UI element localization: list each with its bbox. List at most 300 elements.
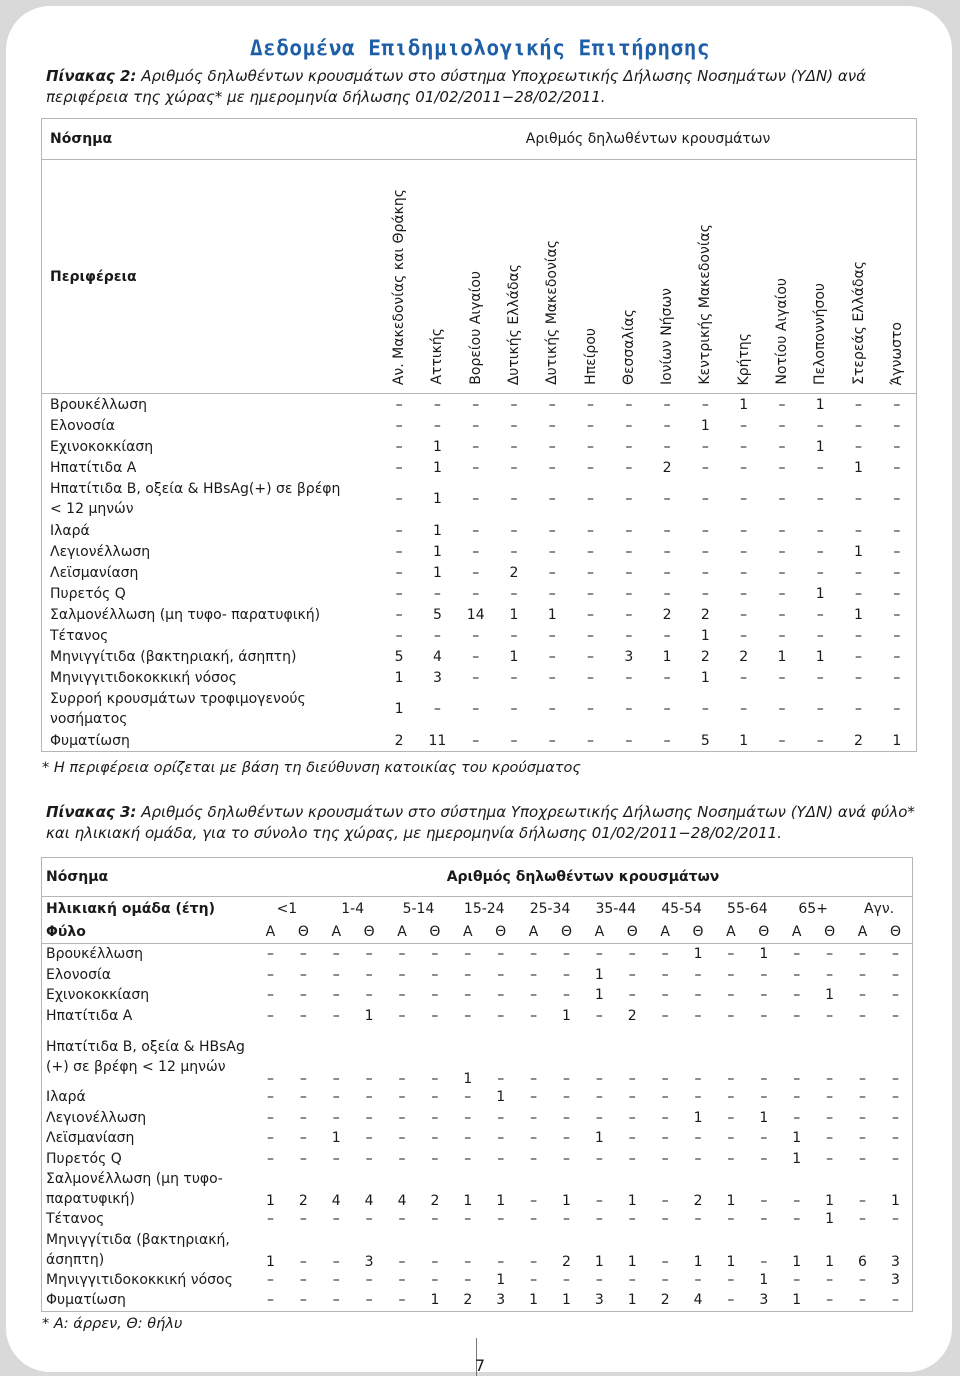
case-count: – [365, 1292, 373, 1309]
case-count: – [472, 648, 480, 665]
case-count: – [891, 1109, 899, 1126]
table2-region-header [686, 160, 724, 394]
case-count: – [266, 987, 274, 1004]
case-count: 1 [627, 1193, 637, 1209]
case-count: – [740, 491, 748, 507]
case-count: – [893, 564, 901, 581]
case-count: – [816, 564, 824, 581]
case-count: – [628, 1211, 636, 1228]
case-count: – [587, 627, 595, 644]
case-count: – [365, 1211, 373, 1228]
case-count: – [625, 459, 633, 476]
case-count: – [299, 1109, 307, 1126]
case-count: – [332, 1211, 340, 1228]
case-count: – [464, 1253, 472, 1270]
case-count: – [332, 987, 340, 1004]
case-count: – [858, 966, 866, 983]
case-count: 1 [496, 1271, 506, 1288]
case-count: – [398, 1109, 406, 1126]
case-count: 1 [394, 669, 404, 686]
case-count: – [727, 1292, 735, 1309]
case-count: – [332, 1271, 340, 1288]
region-label-wrap [878, 160, 916, 393]
case-count: – [266, 1130, 274, 1147]
case-count: – [893, 606, 901, 623]
case-count: – [595, 1193, 603, 1209]
case-count: – [625, 585, 633, 602]
case-count: 1 [547, 606, 557, 623]
table-row [42, 583, 916, 604]
case-count: – [497, 966, 505, 983]
case-count: – [891, 1292, 899, 1309]
case-count: – [625, 543, 633, 560]
case-count: – [858, 1193, 866, 1209]
case-count: 1 [662, 648, 672, 665]
table2-regions [42, 119, 916, 751]
case-count: – [740, 564, 748, 581]
case-count: – [433, 396, 441, 413]
case-count: – [433, 701, 441, 717]
case-count: – [858, 987, 866, 1004]
case-count: – [472, 491, 480, 507]
case-count: – [625, 417, 633, 434]
disease-name: Βρουκέλλωση [46, 946, 144, 963]
table3-head-disease: Νόσημα [42, 858, 254, 897]
case-count: – [548, 627, 556, 644]
sex-header: Θ [879, 921, 912, 944]
case-count: – [332, 1071, 340, 1087]
case-count: – [661, 966, 669, 983]
case-count: – [595, 1089, 603, 1106]
case-count: – [332, 1109, 340, 1126]
case-count: – [365, 1109, 373, 1126]
case-count: 1 [892, 732, 902, 749]
case-count: – [663, 585, 671, 602]
case-count: 2 [627, 1007, 637, 1024]
case-count: – [530, 1071, 538, 1087]
case-count: – [701, 585, 709, 602]
case-count: 1 [496, 1193, 506, 1209]
case-count: – [497, 1150, 505, 1167]
case-count: 4 [397, 1193, 407, 1209]
table-row [42, 944, 912, 965]
case-count: 1 [364, 1007, 374, 1024]
case-count: – [663, 701, 671, 717]
case-count: – [365, 1271, 373, 1288]
case-count: 1 [739, 396, 749, 413]
case-count: – [530, 1211, 538, 1228]
case-count: – [855, 701, 863, 717]
age-group-header: 25-34 [529, 901, 571, 917]
case-count: 1 [792, 1253, 802, 1270]
case-count: – [464, 1007, 472, 1024]
case-count: – [510, 627, 518, 644]
case-count: – [701, 564, 709, 581]
case-count: – [497, 1071, 505, 1087]
case-count: – [497, 987, 505, 1004]
case-count: – [587, 522, 595, 539]
age-group-header: 65+ [798, 901, 828, 917]
case-count: – [548, 669, 556, 686]
case-count: – [628, 1130, 636, 1147]
case-count: – [472, 669, 480, 686]
case-count: – [826, 1071, 834, 1087]
case-count: – [548, 459, 556, 476]
case-count: 1 [509, 648, 519, 665]
case-count: – [587, 701, 595, 717]
case-count: 1 [627, 1292, 637, 1309]
case-count: – [826, 1089, 834, 1106]
case-count: – [858, 1292, 866, 1309]
case-count: – [332, 1150, 340, 1167]
table2-caption [46, 66, 926, 108]
case-count: – [663, 627, 671, 644]
case-count: – [661, 1007, 669, 1024]
table2-region-header [878, 160, 916, 394]
case-count: – [510, 732, 518, 749]
case-count: – [855, 396, 863, 413]
case-count: – [562, 1150, 570, 1167]
case-count: – [816, 459, 824, 476]
case-count: – [891, 1130, 899, 1147]
case-count: – [398, 1292, 406, 1309]
table2-head-region: Περιφέρεια [42, 160, 380, 394]
case-count: – [464, 987, 472, 1004]
disease-name: Σαλμονέλλωση (μη τυφο- παρατυφική) [50, 606, 321, 623]
table-row [42, 730, 916, 751]
region-label-wrap [457, 160, 495, 393]
case-count: – [858, 1109, 866, 1126]
case-count: – [530, 1089, 538, 1106]
case-count: – [562, 1109, 570, 1126]
table-row [42, 562, 916, 583]
table3-age-sex [42, 858, 912, 1311]
disease-name: Μηνιγγιτιδοκοκκική νόσος [46, 1271, 233, 1288]
case-count: – [395, 438, 403, 455]
case-count: – [855, 585, 863, 602]
case-count: – [760, 1211, 768, 1228]
region-label-wrap [839, 160, 877, 393]
case-count: – [793, 946, 801, 963]
case-count: – [595, 1007, 603, 1024]
case-count: – [398, 1089, 406, 1106]
case-count: – [587, 564, 595, 581]
table-row [42, 604, 916, 625]
table-row [42, 1128, 912, 1149]
case-count: 1 [726, 1253, 736, 1270]
case-count: – [299, 1253, 307, 1270]
case-count: 1 [394, 701, 404, 717]
table3-head-age: Ηλικιακή ομάδα (έτη) [46, 901, 215, 917]
region-label: Κρήτης [735, 332, 752, 385]
case-count: 1 [825, 1211, 835, 1228]
case-count: – [562, 946, 570, 963]
case-count: – [727, 1089, 735, 1106]
case-count: – [816, 627, 824, 644]
case-count: – [891, 1150, 899, 1167]
case-count: – [587, 438, 595, 455]
case-count: – [893, 627, 901, 644]
table-row [42, 1290, 912, 1311]
region-label: Αν. Μακεδονίας και Θράκης [391, 188, 408, 385]
table-row [42, 1006, 912, 1027]
case-count: – [727, 966, 735, 983]
case-count: – [548, 564, 556, 581]
case-count: – [855, 627, 863, 644]
sex-header: Α [714, 921, 747, 944]
disease-name: Ελονοσία [50, 417, 115, 434]
case-count: 1 [463, 1193, 473, 1209]
case-count: – [893, 522, 901, 539]
age-group-header: <1 [276, 901, 298, 917]
case-count: – [628, 1071, 636, 1087]
case-count: – [395, 585, 403, 602]
case-count: – [661, 987, 669, 1004]
case-count: 1 [854, 459, 863, 476]
case-count: – [893, 459, 901, 476]
case-count: – [793, 1089, 801, 1106]
region-label: Θεσσαλίας [620, 308, 637, 385]
case-count: – [395, 627, 403, 644]
case-count: – [855, 438, 863, 455]
case-count: – [760, 966, 768, 983]
case-count: – [472, 522, 480, 539]
case-count: – [433, 627, 441, 644]
region-label-wrap [380, 160, 418, 393]
table2-region-header [418, 160, 456, 394]
case-count: 4 [364, 1193, 374, 1209]
case-count: – [893, 701, 901, 717]
case-count: – [395, 522, 403, 539]
case-count: – [816, 732, 824, 749]
disease-name: Τέτανος [46, 1211, 105, 1228]
case-count: – [701, 543, 709, 560]
table2-region-header [457, 160, 495, 394]
case-count: – [398, 1253, 406, 1270]
case-count: – [595, 1271, 603, 1288]
case-count: – [625, 491, 633, 507]
region-label-wrap [725, 160, 763, 393]
case-count: – [395, 396, 403, 413]
case-count: – [464, 1089, 472, 1106]
case-count: – [398, 1211, 406, 1228]
case-count: 1 [726, 1193, 736, 1209]
table2-region-header [839, 160, 877, 394]
case-count: – [464, 1271, 472, 1288]
case-count: – [727, 1071, 735, 1087]
case-count: – [266, 1071, 274, 1087]
case-count: 5 [700, 732, 710, 749]
case-count: – [510, 459, 518, 476]
table-row [42, 1270, 912, 1291]
case-count: – [332, 966, 340, 983]
case-count: – [299, 987, 307, 1004]
case-count: – [548, 585, 556, 602]
disease-name: Βρουκέλλωση [50, 396, 148, 413]
case-count: 1 [266, 1193, 275, 1209]
case-count: 3 [364, 1253, 374, 1270]
case-count: – [299, 1089, 307, 1106]
case-count: – [740, 701, 748, 717]
case-count: – [694, 1071, 702, 1087]
case-count: – [548, 417, 556, 434]
disease-name: Σαλμονέλλωση (μη τυφο- παρατυφική) [46, 1171, 223, 1207]
region-label: Δυτικής Μακεδονίας [544, 240, 561, 385]
case-count: – [332, 1089, 340, 1106]
sex-header: Θ [418, 921, 451, 944]
case-count: – [510, 543, 518, 560]
case-count: 2 [693, 1193, 703, 1209]
case-count: – [472, 396, 480, 413]
case-count: – [858, 1071, 866, 1087]
case-count: – [365, 946, 373, 963]
case-count: 1 [266, 1253, 275, 1270]
table-row [42, 1169, 912, 1209]
case-count: – [530, 946, 538, 963]
table-row [42, 394, 916, 416]
case-count: – [793, 1211, 801, 1228]
case-count: 3 [891, 1271, 900, 1288]
sex-header: Α [583, 921, 616, 944]
case-count: – [562, 987, 570, 1004]
disease-name: Πυρετός Q [46, 1150, 122, 1167]
case-count: – [395, 564, 403, 581]
case-count: – [562, 966, 570, 983]
case-count: – [727, 946, 735, 963]
case-count: – [760, 1253, 768, 1270]
case-count: 1 [815, 396, 825, 413]
case-count: – [855, 564, 863, 581]
case-count: 1 [594, 1130, 604, 1147]
case-count: – [595, 1150, 603, 1167]
case-count: – [628, 987, 636, 1004]
case-count: – [694, 1271, 702, 1288]
case-count: – [661, 1193, 669, 1209]
case-count: – [893, 543, 901, 560]
case-count: – [858, 1089, 866, 1106]
case-count: – [793, 1071, 801, 1087]
case-count: – [816, 669, 824, 686]
case-count: – [778, 585, 786, 602]
disease-name: Μηνιγγιτιδοκοκκική νόσος [50, 669, 237, 686]
table-row [42, 1026, 912, 1087]
case-count: – [778, 669, 786, 686]
case-count: – [778, 491, 786, 507]
region-label-wrap [418, 160, 456, 393]
table2-region-header [725, 160, 763, 394]
case-count: – [395, 543, 403, 560]
table-row [42, 541, 916, 562]
case-count: – [431, 1109, 439, 1126]
case-count: 2 [739, 648, 749, 665]
case-count: 1 [854, 606, 863, 623]
table-row [42, 965, 912, 986]
case-count: 11 [428, 732, 447, 749]
case-count: 1 [594, 1253, 604, 1270]
case-count: – [510, 417, 518, 434]
disease-name: Ιλαρά [50, 522, 90, 539]
region-label: Ιονίων Νήσων [659, 287, 676, 385]
case-count: – [431, 1071, 439, 1087]
case-count: – [530, 966, 538, 983]
case-count: – [548, 438, 556, 455]
case-count: – [740, 606, 748, 623]
case-count: – [464, 966, 472, 983]
sex-header: Α [649, 921, 682, 944]
sex-header: Θ [287, 921, 320, 944]
case-count: – [433, 585, 441, 602]
case-count: – [891, 1211, 899, 1228]
case-count: – [587, 459, 595, 476]
case-count: 2 [662, 459, 672, 476]
case-count: – [548, 522, 556, 539]
case-count: – [628, 1271, 636, 1288]
table2-region-header [763, 160, 801, 394]
case-count: – [497, 1007, 505, 1024]
case-count: – [587, 543, 595, 560]
case-count: – [365, 1130, 373, 1147]
case-count: – [760, 987, 768, 1004]
case-count: 2 [298, 1193, 308, 1209]
case-count: – [431, 1130, 439, 1147]
table-row [42, 1149, 912, 1170]
case-count: – [530, 987, 538, 1004]
case-count: – [694, 1150, 702, 1167]
case-count: 1 [700, 669, 710, 686]
disease-name: Φυματίωση [50, 732, 130, 749]
disease-name: Λεϊσμανίαση [50, 564, 139, 581]
case-count: – [299, 946, 307, 963]
case-count: – [663, 417, 671, 434]
region-label: Άγνωστο [888, 321, 905, 385]
region-label: Ηπείρου [582, 328, 599, 385]
disease-name: Ηπατίτιδα Β, οξεία & HBsAg(+) σε βρέφη < 12 μηνών [50, 481, 341, 517]
case-count: – [661, 1071, 669, 1087]
case-count: – [701, 491, 709, 507]
case-count: – [858, 1130, 866, 1147]
case-count: 3 [624, 648, 634, 665]
case-count: – [694, 987, 702, 1004]
case-count: – [727, 1007, 735, 1024]
case-count: – [760, 1071, 768, 1087]
case-count: 1 [594, 966, 604, 983]
case-count: – [332, 1007, 340, 1024]
region-label: Αττικής [429, 328, 446, 385]
case-count: – [740, 522, 748, 539]
case-count: – [398, 1071, 406, 1087]
sex-header: Α [517, 921, 550, 944]
case-count: – [431, 1271, 439, 1288]
case-count: – [332, 946, 340, 963]
table2-region-header [495, 160, 533, 394]
case-count: – [395, 491, 403, 507]
case-count: – [530, 1109, 538, 1126]
case-count: 2 [854, 732, 863, 749]
sex-header: Α [451, 921, 484, 944]
case-count: 1 [432, 564, 442, 581]
region-label-wrap [801, 160, 839, 393]
case-count: – [510, 491, 518, 507]
disease-name: Λεγιονέλλωση [50, 543, 151, 560]
page-number: 7 [474, 1356, 486, 1375]
case-count: – [433, 417, 441, 434]
case-count: – [778, 627, 786, 644]
case-count: 1 [430, 1292, 440, 1309]
case-count: – [663, 522, 671, 539]
case-count: – [497, 1253, 505, 1270]
table-row [42, 985, 912, 1006]
case-count: – [266, 1150, 274, 1167]
